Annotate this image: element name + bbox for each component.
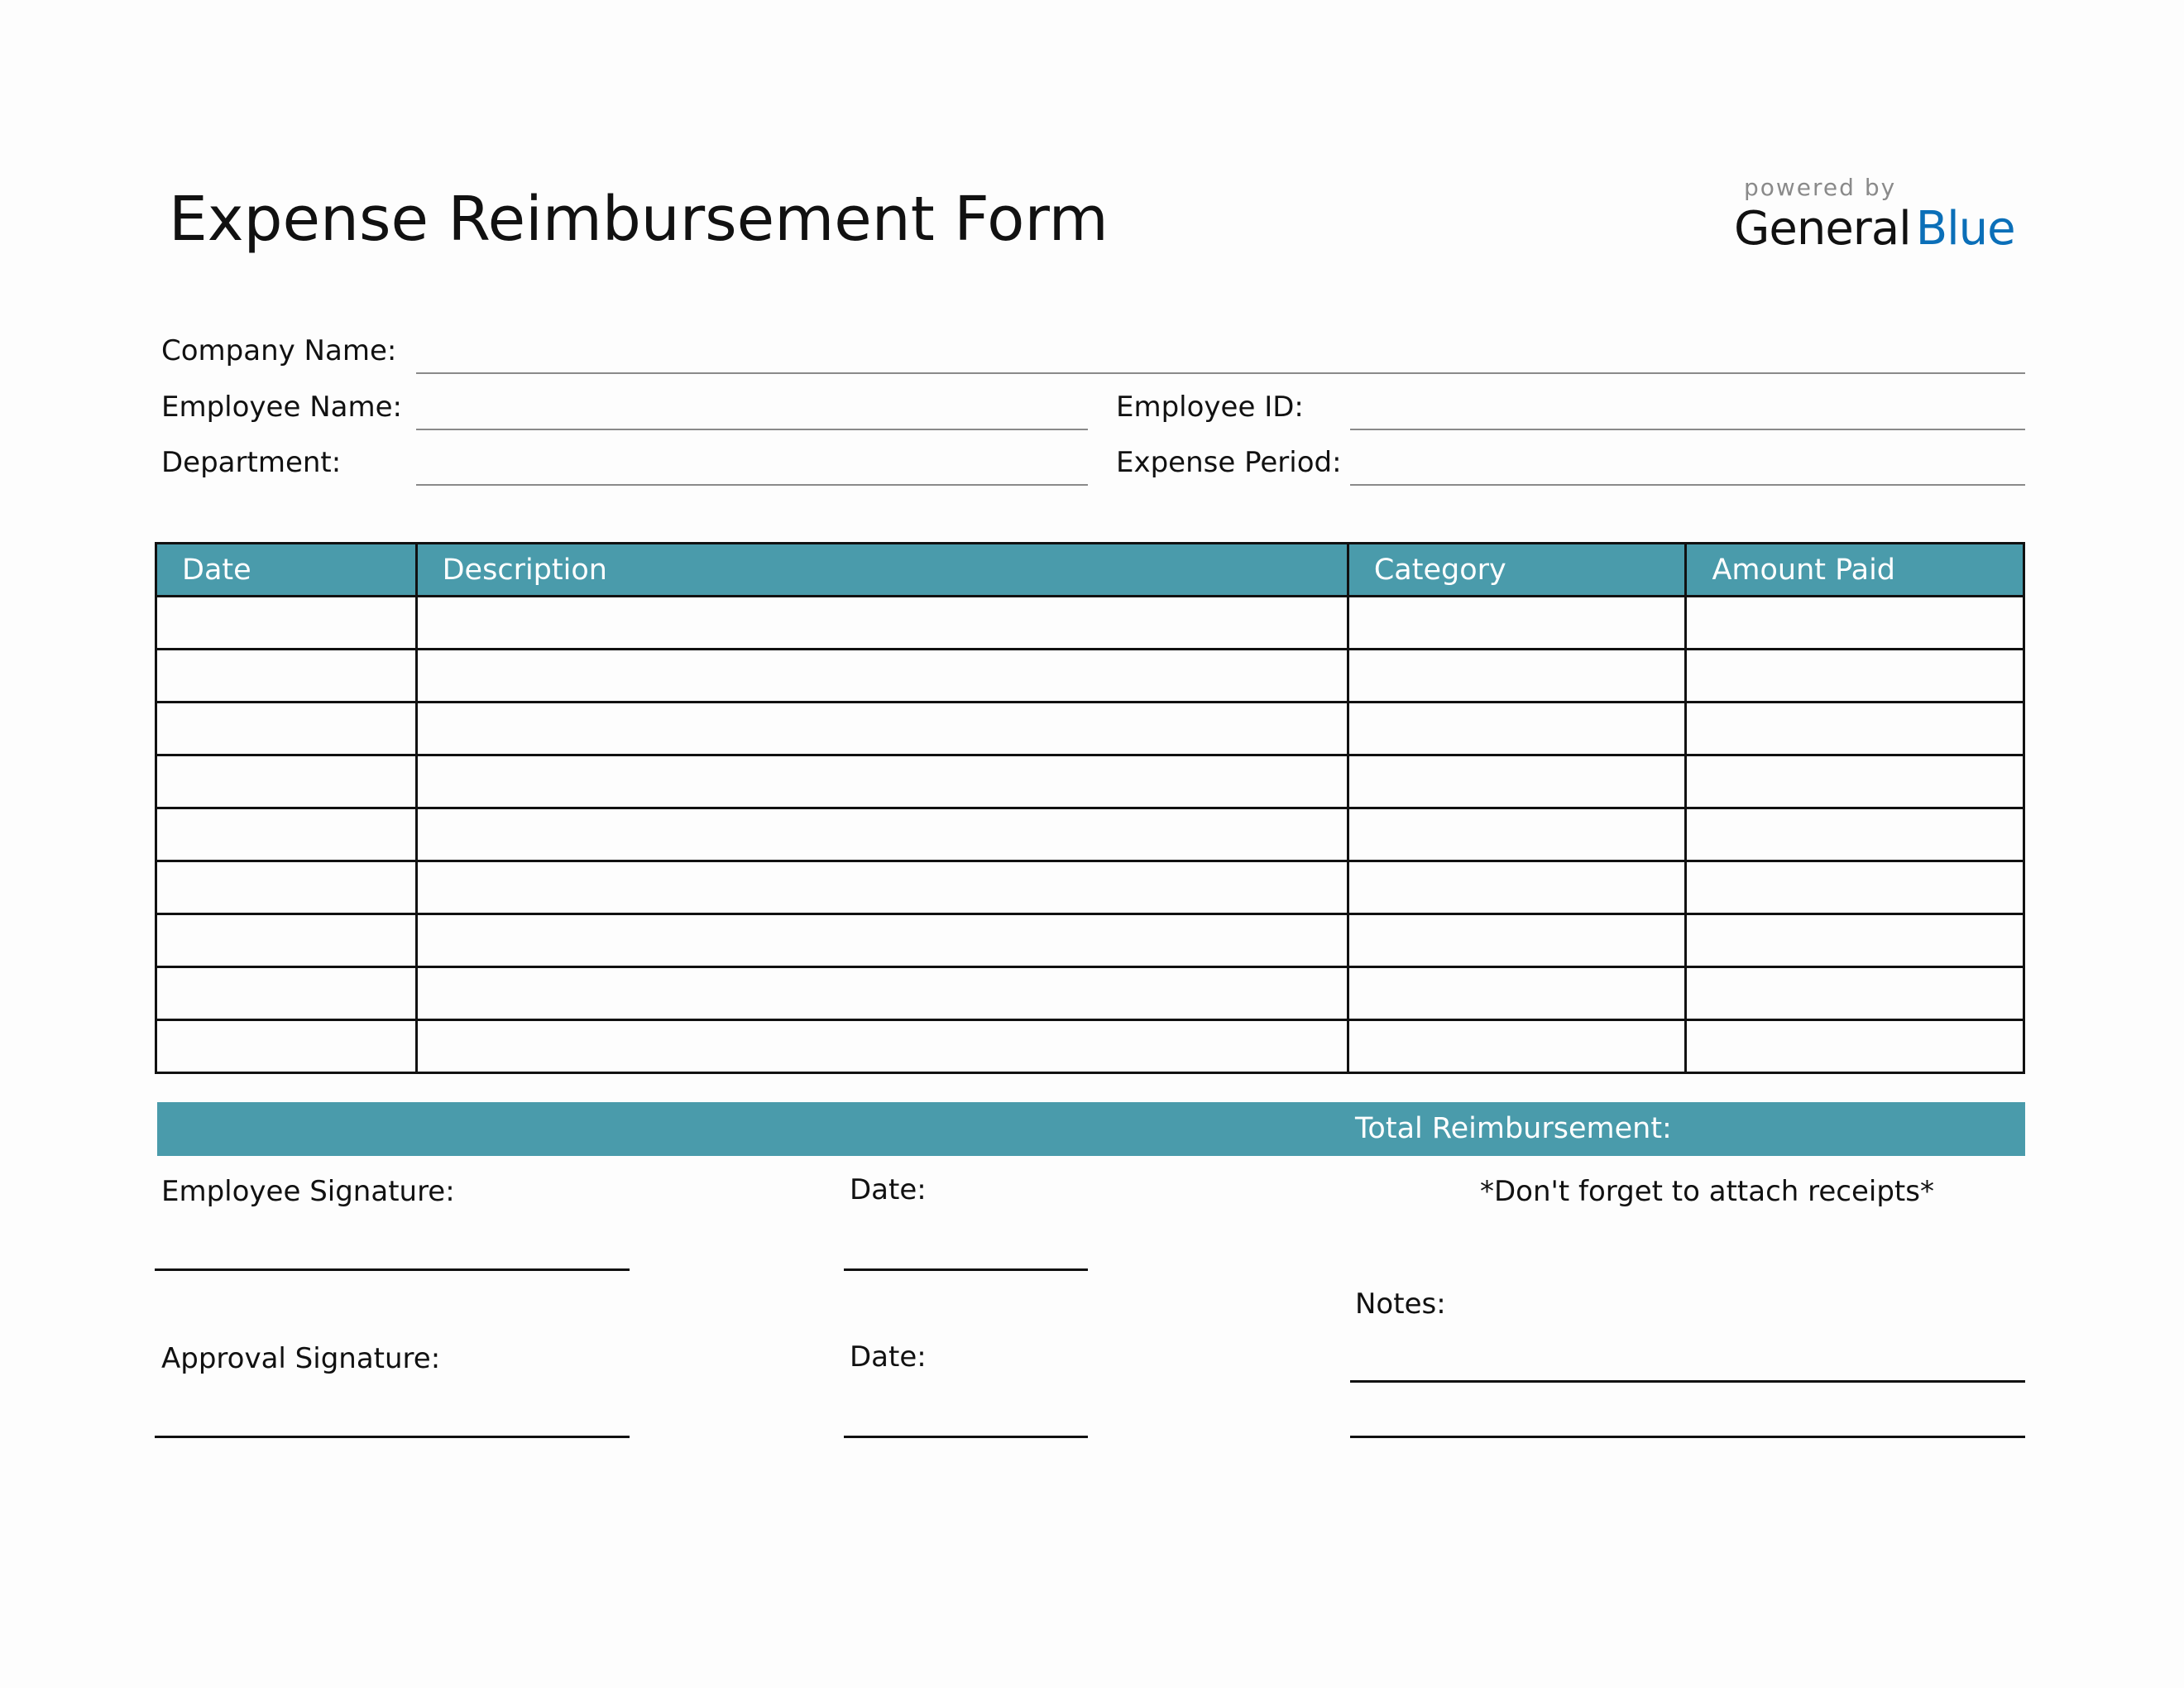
description-cell[interactable] xyxy=(416,755,1348,808)
notes-line-1[interactable] xyxy=(1350,1380,2025,1383)
table-row xyxy=(156,967,2024,1020)
description-cell[interactable] xyxy=(416,861,1348,914)
date-cell[interactable] xyxy=(156,1020,417,1073)
date-cell[interactable] xyxy=(156,755,417,808)
table-row xyxy=(156,597,2024,650)
expense-period-field[interactable] xyxy=(1350,484,2025,486)
expense-period-label: Expense Period: xyxy=(1116,446,1342,479)
total-reimbursement-label: Total Reimbursement: xyxy=(1355,1112,1672,1145)
powered-by-text: powered by xyxy=(1744,174,1897,201)
description-cell[interactable] xyxy=(416,703,1348,755)
expense-table xyxy=(155,542,2025,1074)
description-cell[interactable] xyxy=(416,1020,1348,1073)
category-cell[interactable] xyxy=(1348,967,1686,1020)
employee-name-label: Employee Name: xyxy=(161,391,402,424)
table-row xyxy=(156,861,2024,914)
department-label: Department: xyxy=(161,446,342,479)
approval-date-label: Date: xyxy=(850,1340,927,1374)
header-category: Category xyxy=(1348,544,1686,597)
table-row xyxy=(156,1020,2024,1073)
logo-blue: Blue xyxy=(1915,202,2015,256)
amount-paid-cell[interactable] xyxy=(1686,597,2024,650)
description-cell[interactable] xyxy=(416,967,1348,1020)
amount-paid-cell[interactable] xyxy=(1686,914,2024,967)
amount-paid-cell[interactable] xyxy=(1686,967,2024,1020)
employee-signature-field[interactable] xyxy=(155,1268,630,1271)
company-name-label: Company Name: xyxy=(161,334,397,367)
date-cell[interactable] xyxy=(156,914,417,967)
category-cell[interactable] xyxy=(1348,597,1686,650)
employee-name-field[interactable] xyxy=(416,429,1088,430)
amount-paid-cell[interactable] xyxy=(1686,755,2024,808)
date-cell[interactable] xyxy=(156,861,417,914)
employee-date-label: Date: xyxy=(850,1173,927,1206)
receipts-note: *Don't forget to attach receipts* xyxy=(1480,1175,1934,1208)
table-row xyxy=(156,703,2024,755)
amount-paid-cell[interactable] xyxy=(1686,861,2024,914)
category-cell[interactable] xyxy=(1348,861,1686,914)
description-cell[interactable] xyxy=(416,650,1348,703)
logo-general: General xyxy=(1734,202,1911,256)
amount-paid-cell[interactable] xyxy=(1686,1020,2024,1073)
description-cell[interactable] xyxy=(416,808,1348,861)
notes-line-2[interactable] xyxy=(1350,1436,2025,1438)
total-reimbursement-bar xyxy=(157,1102,2025,1156)
amount-paid-cell[interactable] xyxy=(1686,808,2024,861)
generalblue-logo[interactable] xyxy=(1734,202,2015,256)
header-description: Description xyxy=(416,544,1348,597)
approval-signature-label: Approval Signature: xyxy=(161,1342,441,1375)
amount-paid-cell[interactable] xyxy=(1686,650,2024,703)
table-row xyxy=(156,808,2024,861)
category-cell[interactable] xyxy=(1348,1020,1686,1073)
employee-date-field[interactable] xyxy=(844,1268,1088,1271)
category-cell[interactable] xyxy=(1348,650,1686,703)
date-cell[interactable] xyxy=(156,808,417,861)
employee-signature-label: Employee Signature: xyxy=(161,1175,455,1208)
description-cell[interactable] xyxy=(416,597,1348,650)
employee-id-label: Employee ID: xyxy=(1116,391,1304,424)
table-row xyxy=(156,914,2024,967)
date-cell[interactable] xyxy=(156,597,417,650)
date-cell[interactable] xyxy=(156,967,417,1020)
category-cell[interactable] xyxy=(1348,808,1686,861)
category-cell[interactable] xyxy=(1348,914,1686,967)
table-header-row xyxy=(156,544,2024,597)
approval-date-field[interactable] xyxy=(844,1436,1088,1438)
date-cell[interactable] xyxy=(156,650,417,703)
approval-signature-field[interactable] xyxy=(155,1436,630,1438)
department-field[interactable] xyxy=(416,484,1088,486)
amount-paid-cell[interactable] xyxy=(1686,703,2024,755)
header-date: Date xyxy=(156,544,417,597)
date-cell[interactable] xyxy=(156,703,417,755)
category-cell[interactable] xyxy=(1348,703,1686,755)
table-row xyxy=(156,755,2024,808)
employee-id-field[interactable] xyxy=(1350,429,2025,430)
page-title: Expense Reimbursement Form xyxy=(169,184,1109,255)
table-row xyxy=(156,650,2024,703)
company-name-field[interactable] xyxy=(416,372,2025,374)
header-amount-paid: Amount Paid xyxy=(1686,544,2024,597)
category-cell[interactable] xyxy=(1348,755,1686,808)
notes-label: Notes: xyxy=(1355,1288,1446,1321)
description-cell[interactable] xyxy=(416,914,1348,967)
